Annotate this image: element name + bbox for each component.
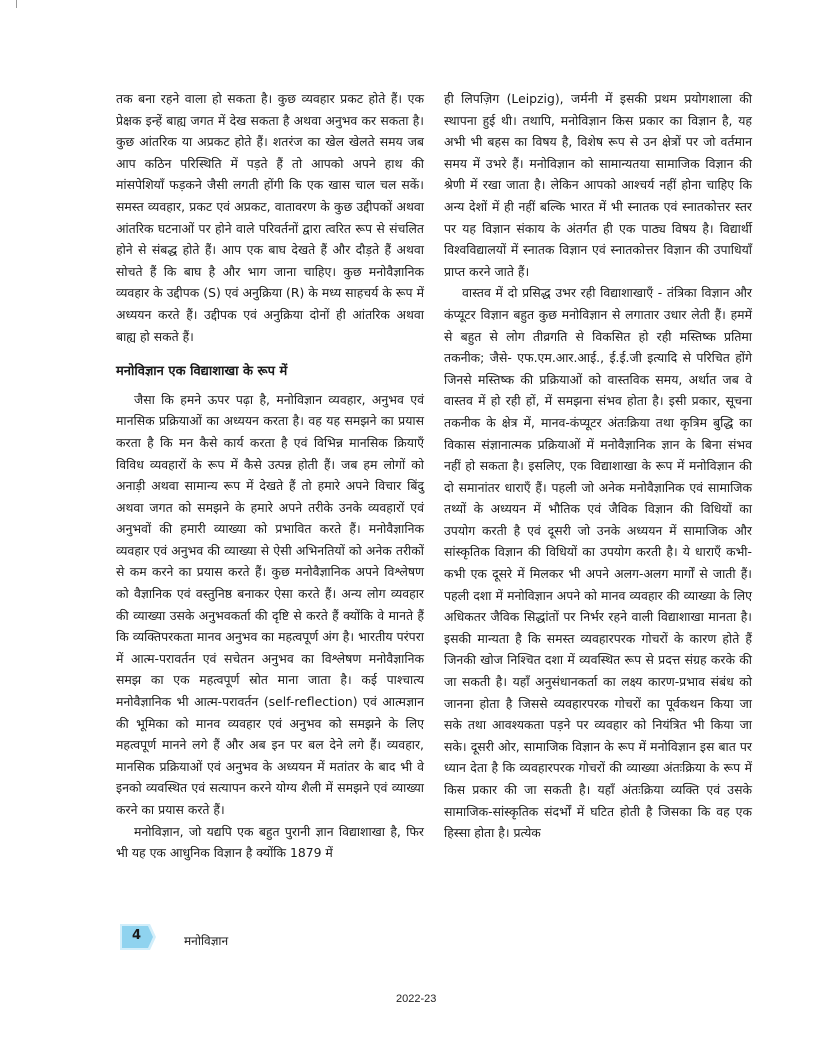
running-title: मनोविज्ञान <box>184 934 229 948</box>
left-column <box>116 88 424 864</box>
left-paragraph-3: मनोविज्ञान, जो यद्यपि एक बहुत पुरानी ज्ञान विद्याशाखा है, फिर भी यह एक आधुनिक विज्ञान है क्योंकि 1879 में <box>116 823 424 861</box>
right-paragraph-1: ही लिपज़िग (Leipzig), जर्मनी में इसकी प्रथम प्रयोगशाला की स्थापना हुई थी। तथापि, मनोविज्ञान किस प्रकार का विज्ञान है, यह अभी भी बहस का विषय है, विशेष रूप से उन क्षेत्रों पर जो वर्तमान समय में उभरे हैं। मनोविज्ञान को सामान्यतया सामाजिक विज्ञान की श्रेणी में रखा जाता है। लेकिन आपको आश्चर्य नहीं होना चाहिए कि अन्य देशों में ही नहीं बल्कि भारत में भी स्नातक एवं स्नातकोत्तर स्तर पर यह विज्ञान संकाय के अंतर्गत ही एक पाठ्य विषय है। विद्यार्थी विश्वविद्यालयों में स्नातक विज्ञान एवं स्नातकोत्तर विज्ञान की उपाधियाँ प्राप्त करने जाते हैं। <box>444 91 752 279</box>
left-paragraph-2: जैसा कि हमने ऊपर पढ़ा है, मनोविज्ञान व्यवहार, अनुभव एवं मानसिक प्रक्रियाओं का अध्ययन करता है। वह यह समझने का प्रयास करता है कि मन कैसे कार्य करता है एवं विभिन्न मानसिक क्रियाएँ विविध व्यवहारों के रूप में कैसे उत्पन्न होती हैं। जब हम लोगों को अनाड़ी अथवा सामान्य रूप में देखते हैं तो हमारे अपने विचार बिंदु अथवा जगत को समझने के हमारे अपने तरीके उनके व्यवहारों एवं अनुभवों की हमारी व्याख्या को प्रभावित करते हैं। मनोवैज्ञानिक व्यवहार एवं अनुभव की व्याख्या से ऐसी अभिनतियों को अनेक तरीकों से कम करने का प्रयास करते हैं। कुछ मनोवैज्ञानिक अपने विश्लेषण को वैज्ञानिक एवं वस्तुनिष्ठ बनाकर ऐसा करते हैं। अन्य लोग व्यवहार की व्याख्या उसके अनुभवकर्ता की दृष्टि से करते हैं क्योंकि वे मानते हैं कि व्यक्तिपरकता मानव अनुभव का महत्वपूर्ण अंग है। भारतीय परंपरा में आत्म-परावर्तन एवं सचेतन अनुभव का विश्लेषण मनोवैज्ञानिक समझ का एक महत्वपूर्ण स्रोत माना जाता है। कई पाश्चात्य मनोवैज्ञानिक भी आत्म-परावर्तन (self-reflection) एवं आत्मज्ञान की भूमिका को मानव व्यवहार एवं अनुभव को समझने के लिए महत्वपूर्ण मानने लगे हैं और अब इन पर बल देने लगे हैं। व्यवहार, मानसिक प्रक्रियाओं एवं अनुभव के अध्ययन में मतांतर के बाद भी वे इनको व्यवस्थित एवं सत्यापन करने योग्य शैली में समझने एवं व्याख्या करने का प्रयास करते हैं। <box>116 391 424 817</box>
right-column <box>444 88 752 844</box>
left-paragraph-1: तक बना रहने वाला हो सकता है। कुछ व्यवहार प्रकट होते हैं। एक प्रेक्षक इन्हें बाह्य जगत में देख सकता है अथवा अनुभव कर सकता है। कुछ आंतरिक या अप्रकट होते हैं। शतरंज का खेल खेलते समय जब आप कठिन परिस्थिति में पड़ते हैं तो आपको अपने हाथ की मांसपेशियाँ फड़कने जैसी लगती होंगी कि एक खास चाल चल सकें। समस्त व्यवहार, प्रकट एवं अप्रकट, वातावरण के कुछ उद्दीपकों अथवा आंतरिक घटनाओं पर होने वाले परिवर्तनों द्वारा त्वरित रूप से संचलित होने से संबद्ध होते हैं। आप एक बाघ देखते हैं और दौड़ते हैं अथवा सोचते हैं कि बाघ है और भाग जाना चाहिए। कुछ मनोवैज्ञानिक व्यवहार के उद्दीपक (S) एवं अनुक्रिया (R) के मध्य साहचर्य के रूप में अध्ययन करते हैं। उद्दीपक एवं अनुक्रिया दोनों ही आंतरिक अथवा बाह्य हो सकते हैं। <box>116 91 424 344</box>
corner-crop-mark <box>16 0 17 8</box>
page-number-badge <box>116 922 156 952</box>
page-number: 4 <box>132 928 142 943</box>
footer-year: 2022-23 <box>396 993 437 1005</box>
right-paragraph-2: वास्तव में दो प्रसिद्ध उभर रही विद्याशाखाएँ - तंत्रिका विज्ञान और कंप्यूटर विज्ञान बहुत कुछ मनोविज्ञान से लगातार उधार लेती हैं। हममें से बहुत से लोग तीव्रगति से विकसित हो रही मस्तिष्क प्रतिमा तकनीक; जैसे- एफ.एम.आर.आई., ई.ई.जी इत्यादि से परिचित होंगे जिनसे मस्तिष्क की प्रक्रियाओं को वास्तविक समय, अर्थात जब वे वास्तव में हो रही हों, में समझना संभव होता है। इसी प्रकार, सूचना तकनीक के क्षेत्र में, मानव-कंप्यूटर अंतःक्रिया तथा कृत्रिम बुद्धि का विकास संज्ञानात्मक प्रक्रियाओं में मनोवैज्ञानिक ज्ञान के बिना संभव नहीं हो सकता है। इसलिए, एक विद्याशाखा के रूप में मनोविज्ञान की दो समानांतर धाराएँ हैं। पहली जो अनेक मनोवैज्ञानिक एवं सामाजिक तथ्यों के अध्ययन में भौतिक एवं जैविक विज्ञान की विधियों का उपयोग करती है एवं दूसरी जो उनके अध्ययन में सामाजिक और सांस्कृतिक विज्ञान की विधियों का उपयोग करती है। ये धाराएँ कभी-कभी एक दूसरे में मिलकर भी अपने अलग-अलग मार्गों से जाती हैं। पहली दशा में मनोविज्ञान अपने को मानव व्यवहार की व्याख्या के लिए अधिकतर जैविक सिद्धांतों पर निर्भर रहने वाली विद्याशाखा मानता है। इसकी मान्यता है कि समस्त व्यवहारपरक गोचरों के कारण होते हैं जिनकी खोज निश्चित दशा में व्यवस्थित रूप से प्रदत्त संग्रह करके की जा सकती है। यहाँ अनुसंधानकर्ता का लक्ष्य कारण-प्रभाव संबंध को जानना होता है जिससे व्यवहारपरक गोचरों का पूर्वकथन किया जा सके तथा आवश्यकता पड़ने पर व्यवहार को नियंत्रित भी किया जा सके। दूसरी ओर, सामाजिक विज्ञान के रूप में मनोविज्ञान इस बात पर ध्यान देता है कि व्यवहारपरक गोचरों की व्याख्या अंतःक्रिया के रूप में किस प्रकार की जा सकती है। यहाँ अंतःक्रिया व्यक्ति एवं उसके सामाजिक-सांस्कृतिक संदर्भों में घटित होती है जिसका कि वह एक हिस्सा होता है। प्रत्येक <box>444 285 752 841</box>
section-heading: मनोविज्ञान एक विद्याशाखा के रूप में <box>116 364 288 380</box>
